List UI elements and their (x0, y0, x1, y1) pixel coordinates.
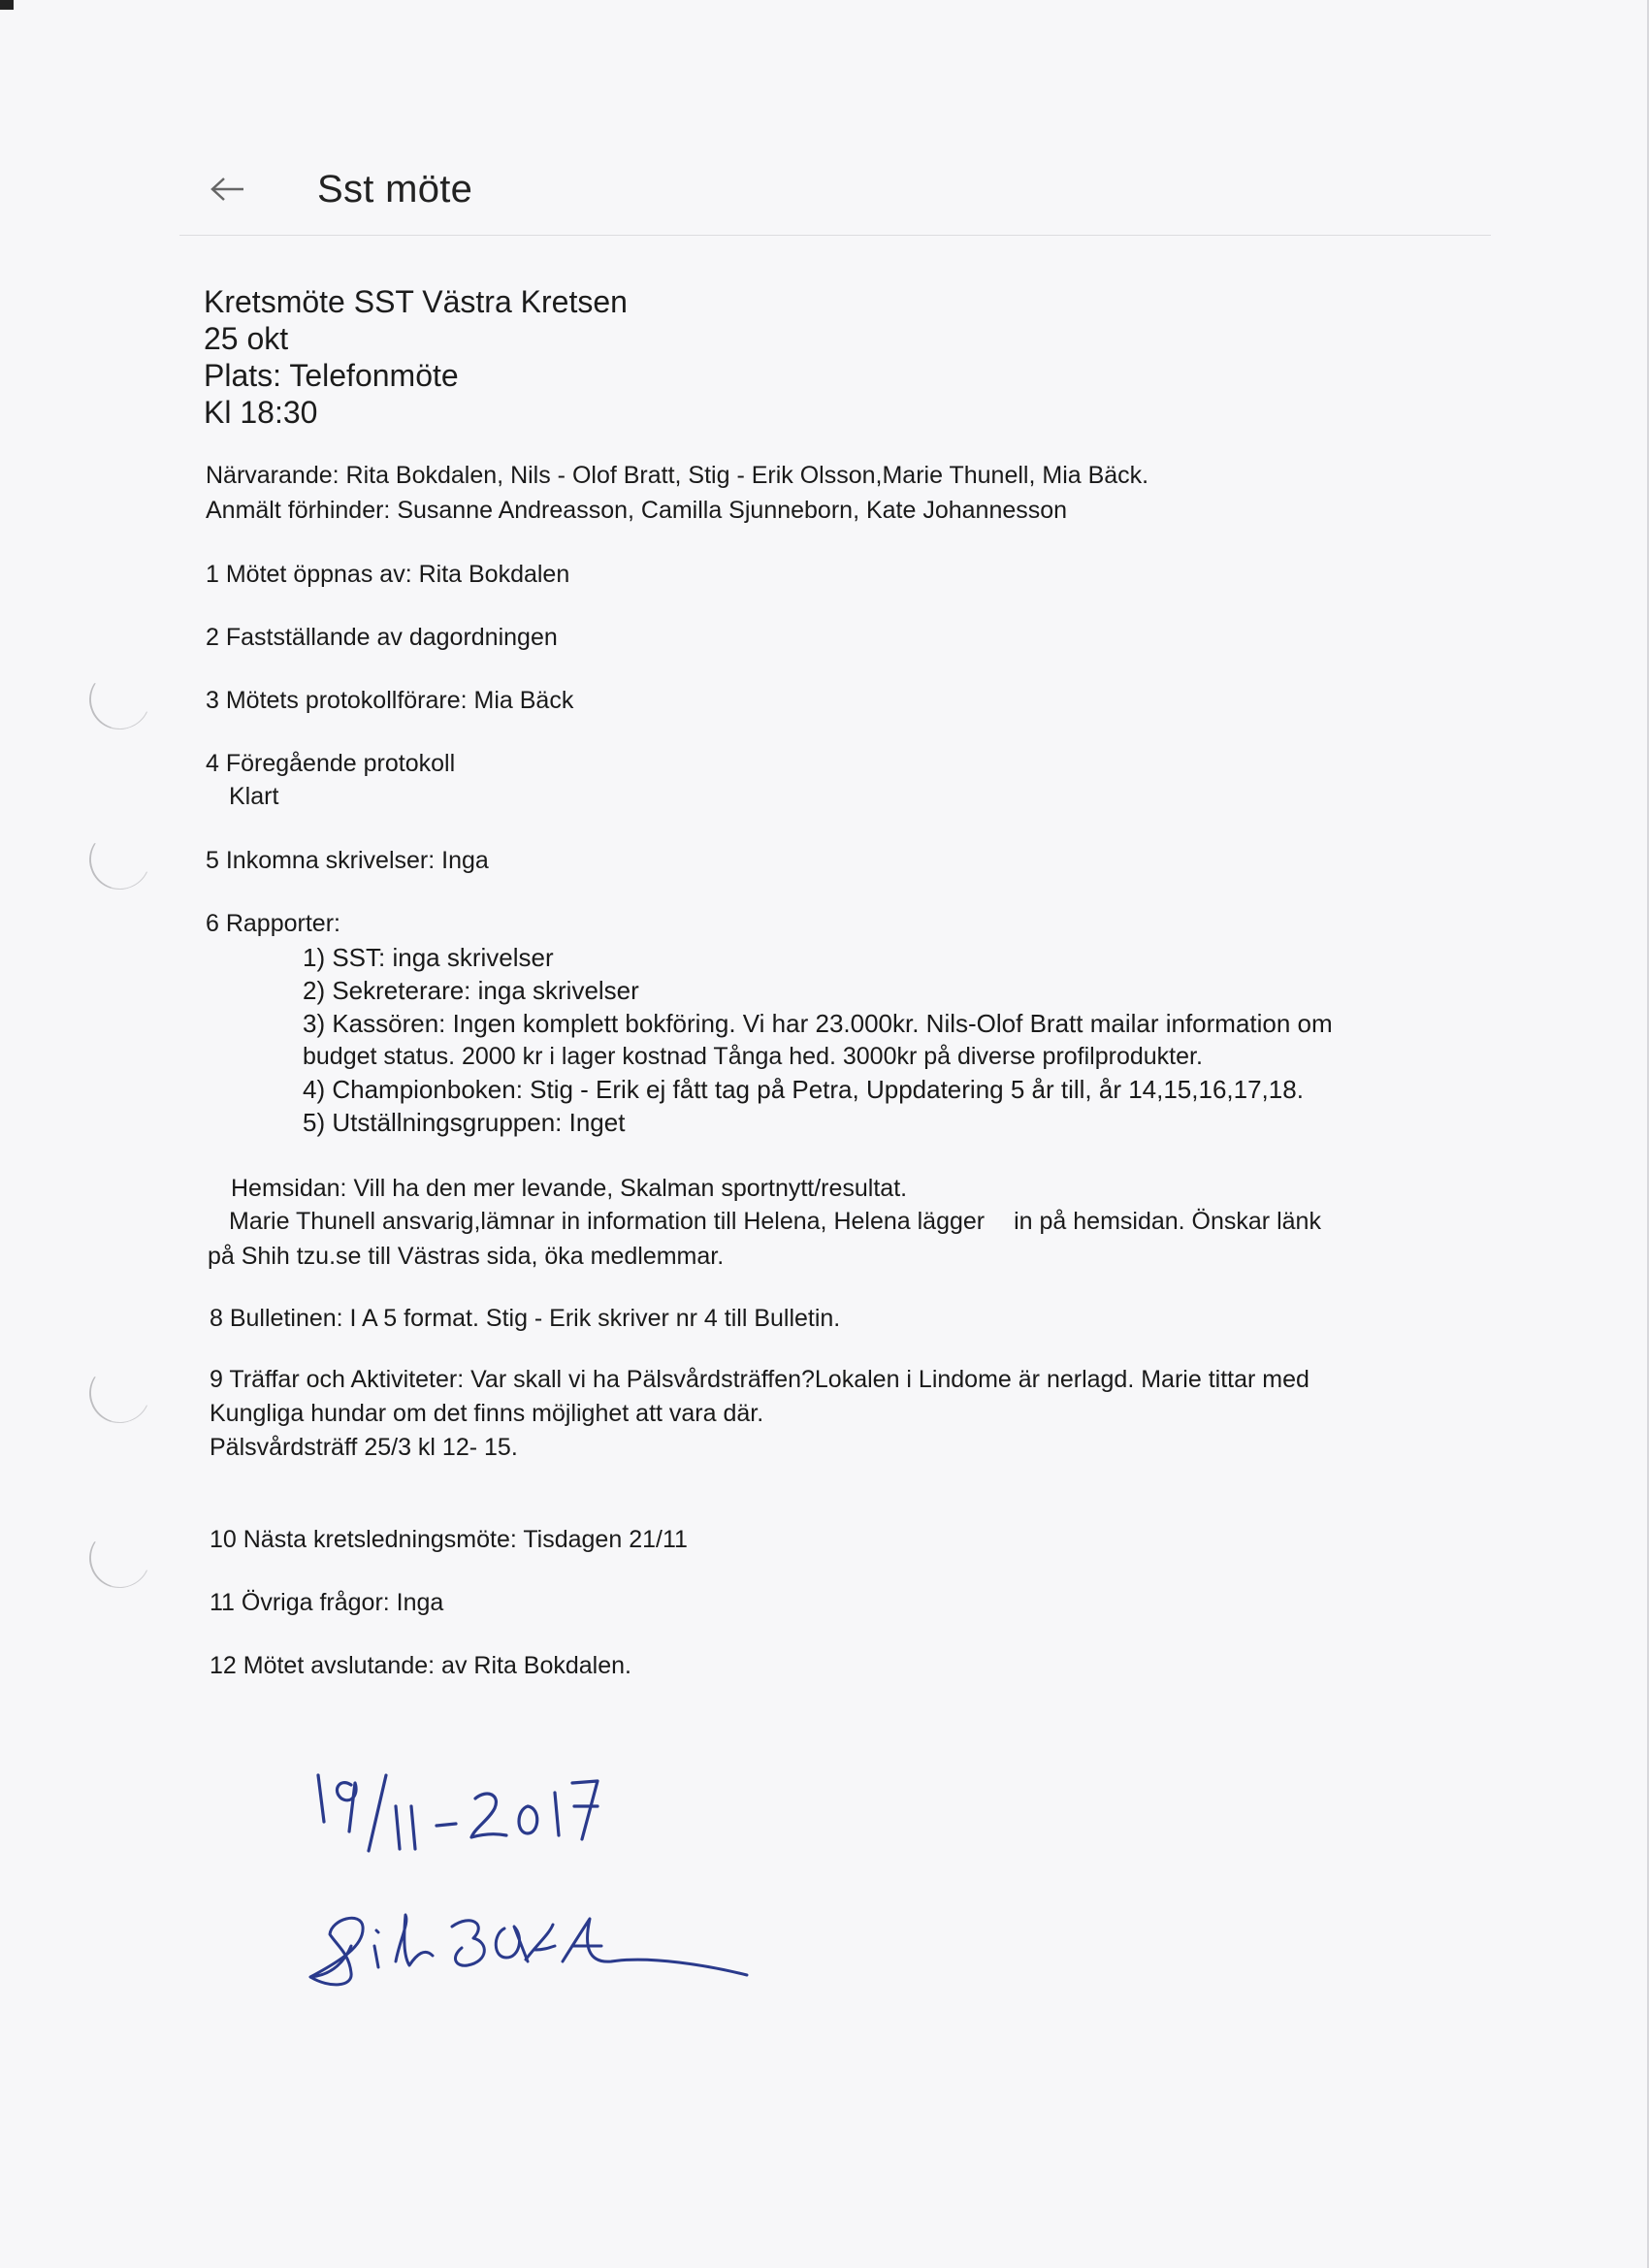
report-item-continued: budget status. 2000 kr i lager kostnad Tånga hed. 3000kr på diverse profilprodukter. (303, 1043, 1203, 1070)
punch-hole-mark (81, 661, 158, 738)
attendees-present: Närvarande: Rita Bokdalen, Nils - Olof Bratt, Stig - Erik Olsson,Marie Thunell, Mia Bäck. (206, 462, 1149, 489)
attendance (206, 458, 1148, 528)
agenda-item-8: 8 Bulletinen: I A 5 format. Stig - Erik skriver nr 4 till Bulletin. (210, 1305, 841, 1332)
agenda-item-9: 9 Träffar och Aktiviteter: Var skall vi ha Pälsvårdsträffen?Lokalen i Lindome är nerlagd. Marie tittar med Kungliga hundar om det finns möjlighet att vara där. Pälsvårdsträff 25/3 kl 12- 15. (210, 1366, 1310, 1461)
agenda-item-4-note: Klart (229, 783, 279, 810)
reports-list (303, 941, 1333, 1139)
meeting-date: 25 okt (204, 321, 289, 356)
scan-artifact (0, 0, 14, 10)
agenda-item-11: 11 Övriga frågor: Inga (210, 1589, 444, 1616)
report-item: 1) SST: inga skrivelser (303, 943, 554, 972)
agenda-item-2: 2 Fastställande av dagordningen (206, 624, 558, 651)
website-line-1: Hemsidan: Vill ha den mer levande, Skalman sportnytt/resultat. (231, 1175, 908, 1202)
meeting-name: Kretsmöte SST Västra Kretsen (204, 284, 628, 319)
header (209, 160, 472, 218)
agenda-item-5: 5 Inkomna skrivelser: Inga (206, 847, 489, 874)
agenda-item-12: 12 Mötet avslutande: av Rita Bokdalen. (210, 1652, 631, 1679)
meeting-place: Plats: Telefonmöte (204, 358, 459, 393)
punch-hole-mark (81, 1519, 158, 1597)
divider (179, 235, 1491, 236)
report-item: 2) Sekreterare: inga skrivelser (303, 976, 639, 1005)
agenda-item-1: 1 Mötet öppnas av: Rita Bokdalen (206, 561, 570, 588)
report-item: 5) Utställningsgruppen: Inget (303, 1108, 626, 1137)
agenda-item-10: 10 Nästa kretsledningsmöte: Tisdagen 21/11 (210, 1526, 688, 1553)
arrow-left-icon[interactable] (209, 175, 247, 204)
punch-hole-mark (81, 1354, 158, 1432)
handwritten-date-and-signature (281, 1756, 786, 2008)
website-line-2: Marie Thunell ansvarig,lämnar in information till Helena, Helena lägger in på hemsidan. Önskar länk (229, 1208, 1321, 1235)
agenda-item-6: 6 Rapporter: (206, 910, 340, 937)
agenda-item-4-title: 4 Föregående protokoll (206, 750, 456, 777)
punch-hole-mark (81, 821, 158, 898)
signature-block (281, 1756, 786, 2013)
meeting-time: Kl 18:30 (204, 395, 318, 430)
agenda-item-4 (206, 747, 455, 813)
page-title: Sst möte (317, 167, 473, 211)
meeting-intro (204, 283, 628, 431)
report-item: 4) Championboken: Stig - Erik ej fått tag på Petra, Uppdatering 5 år till, år 14,15,16,17,18. (303, 1075, 1304, 1104)
attendees-absent: Anmält förhinder: Susanne Andreasson, Camilla Sjunneborn, Kate Johannesson (206, 497, 1068, 524)
agenda-item-3: 3 Mötets protokollförare: Mia Bäck (206, 687, 574, 714)
report-item: 3) Kassören: Ingen komplett bokföring. Vi har 23.000kr. Nils-Olof Bratt mailar information om (303, 1009, 1333, 1038)
website-line-3: på Shih tzu.se till Västras sida, öka medlemmar. (208, 1243, 725, 1270)
